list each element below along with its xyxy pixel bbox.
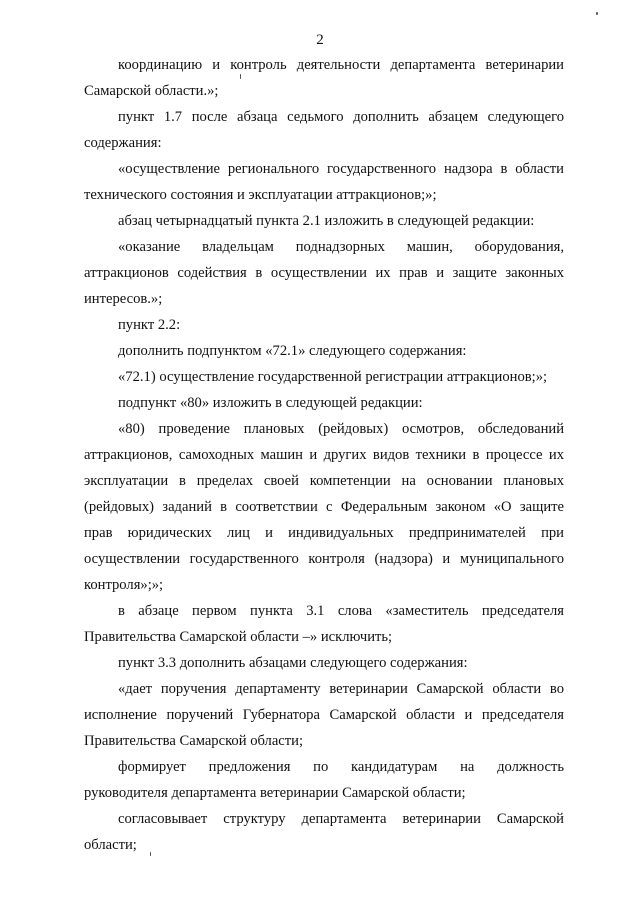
text-line: «80) проведение плановых (рейдовых) осмотров, обследований bbox=[118, 421, 564, 437]
text-line: дополнить подпунктом «72.1» следующего содержания: bbox=[118, 343, 467, 359]
text-line: координацию и контроль деятельности департамента ветеринарии bbox=[118, 57, 564, 73]
text-line: в абзаце первом пункта 3.1 слова «заместитель председателя bbox=[118, 603, 564, 619]
text-line: «дает поручения департаменту ветеринарии Самарской области во bbox=[118, 681, 564, 697]
text-line: пункт 2.2: bbox=[118, 317, 181, 333]
text-line: руководителя департамента ветеринарии Самарской области; bbox=[84, 785, 466, 801]
scan-speck bbox=[596, 12, 598, 15]
text-line: осуществлении государственного контроля (надзора) и муниципального bbox=[84, 551, 564, 567]
text-line: эксплуатации в пределах своей компетенции на основании плановых bbox=[84, 473, 564, 489]
text-line: Правительства Самарской области; bbox=[84, 733, 304, 749]
text-line: интересов.»; bbox=[84, 291, 163, 307]
text-line: исполнение поручений Губернатора Самарской области и председателя bbox=[84, 707, 564, 723]
text-line: «оказание владельцам поднадзорных машин, оборудования, bbox=[118, 239, 564, 255]
text-line: Правительства Самарской области –» исключить; bbox=[84, 629, 393, 645]
text-line: содержания: bbox=[84, 135, 162, 151]
text-line: пункт 3.3 дополнить абзацами следующего содержания: bbox=[118, 655, 468, 671]
text-line: абзац четырнадцатый пункта 2.1 изложить в следующей редакции: bbox=[118, 213, 535, 229]
text-line: Самарской области.»; bbox=[84, 83, 219, 99]
text-line: аттракционов содействия в осуществлении их прав и защите законных bbox=[84, 265, 564, 281]
scan-speck bbox=[240, 74, 241, 79]
text-line: согласовывает структуру департамента ветеринарии Самарской bbox=[118, 811, 564, 827]
text-line: формирует предложения по кандидатурам на должность bbox=[118, 759, 564, 775]
page-number: 2 bbox=[316, 32, 324, 48]
text-line: подпункт «80» изложить в следующей редакции: bbox=[118, 395, 423, 411]
text-line: пункт 1.7 после абзаца седьмого дополнить абзацем следующего bbox=[118, 109, 564, 125]
scan-speck bbox=[150, 852, 151, 856]
text-line: «72.1) осуществление государственной регистрации аттракционов;»; bbox=[118, 369, 548, 385]
text-line: области; bbox=[84, 837, 137, 853]
text-line: (рейдовых) заданий в соответствии с Федеральным законом «О защите bbox=[84, 499, 564, 515]
text-line: аттракционов, самоходных машин и других видов техники в процессе их bbox=[84, 447, 564, 463]
text-line: технического состояния и эксплуатации аттракционов;»; bbox=[84, 187, 437, 203]
text-line: контроля»;»; bbox=[84, 577, 164, 593]
text-line: прав юридических лиц и индивидуальных предпринимателей при bbox=[84, 525, 564, 541]
text-line: «осуществление регионального государственного надзора в области bbox=[118, 161, 564, 177]
